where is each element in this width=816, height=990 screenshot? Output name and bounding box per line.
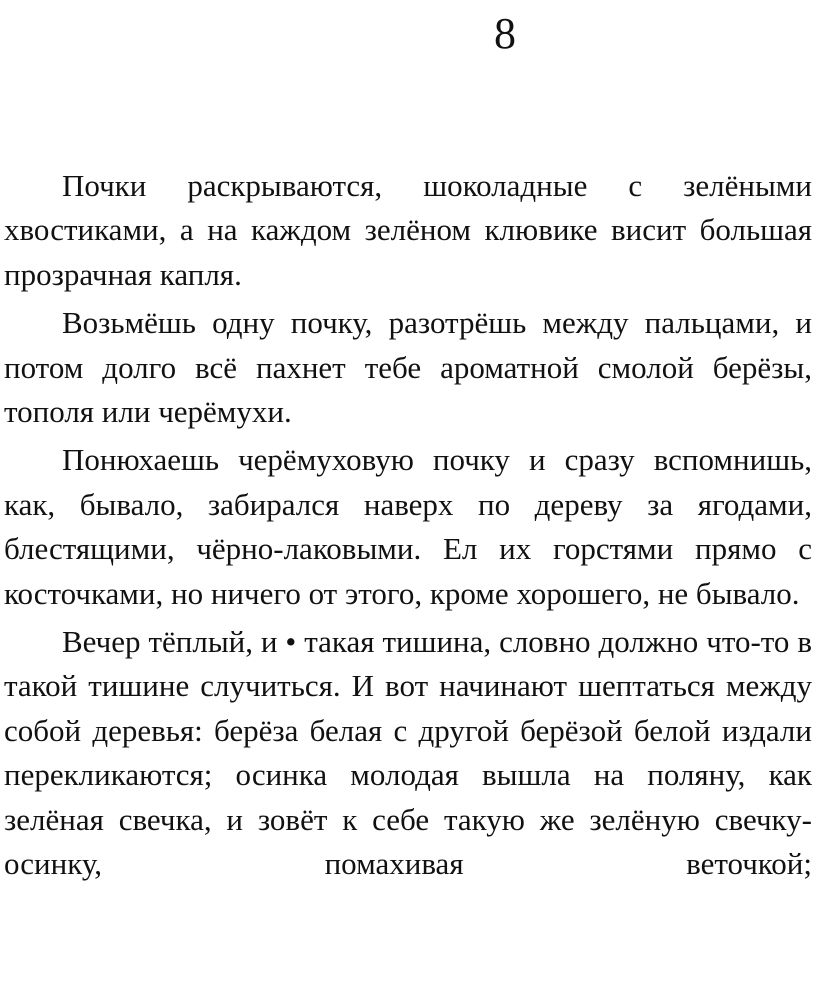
paragraph-1: Почки раскрываются, шоколадные с зелёными хвостиками, а на каждом зелёном клювике висит большая прозрачная капля.	[4, 168, 812, 292]
paragraph-3: Понюхаешь черёмуховую почку и сразу вспомнишь, как, бывало, забирался наверх по дереву за ягодами, блестящими, чёрно-лаковыми. Ел их горстями прямо с косточками, но ничего от этого, кроме хорошего, не бывало.	[4, 442, 812, 611]
paragraph-2: Возьмёшь одну почку, разотрёшь между пальцами, и потом долго всё пахнет тебе ароматной смолой берёзы, тополя или черёмухи.	[4, 305, 812, 430]
paragraph-4: Вечер тёплый, и • такая тишина, словно должно что-то в такой тишине случиться. И вот начинают шептаться между собой деревья: берёза белая с другой берёзой белой издали перекликаются; осинка молодая вышла на поляну, как зелёная свечка, и зовёт к себе такую же зелёную свечку-осинку, помахивая веточкой;	[4, 624, 812, 882]
body-text	[4, 164, 812, 891]
page-number: 8	[494, 9, 516, 58]
